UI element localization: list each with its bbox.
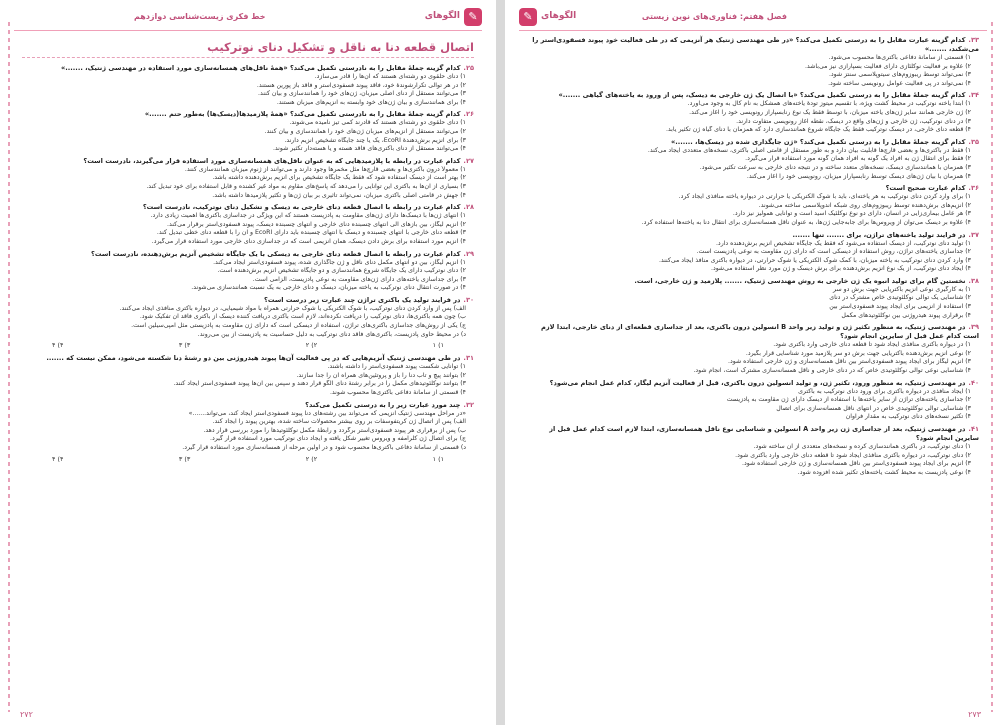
question-number: ۳۲.	[463, 400, 474, 409]
question-number: ۳۳.	[968, 36, 979, 44]
answer-option: ۴) همزمان با بیان ژن‌های دیسک توسط رنابسپاراز میزبان، رونویسی خود را آغاز می‌کند.	[746, 172, 971, 180]
brand-name: الگوهای	[424, 11, 460, 21]
question-item	[527, 277, 979, 320]
answer-option: ۴) قسمتی از سامانهٔ دفاعی باکتری‌ها محسوب شوند.	[329, 389, 466, 397]
question-stem	[22, 157, 474, 166]
section-title: اتصال قطعه دنا به ناقل و تشکیل دنای نوترکیب	[22, 40, 474, 58]
question-number: ۳۴.	[968, 91, 979, 100]
answer-option: ۱) فقط در باکتری‌ها و بعضی قارچ‌ها قابلیت بیان دارد و به طور مستقل از قامتی اصلی باکتری، نسخه‌های متعددی ایجاد می‌کند.	[647, 146, 971, 154]
question-number: ۲۸.	[463, 203, 474, 212]
answer-option: ج) یکی از روش‌های جداسازی باکتری‌های تراژن، استفاده از دیسکی است که دارای ژن مقاومت به پادزیستی مثل آمپی‌سیلین است.	[131, 322, 466, 330]
answer-option: د) قسمتی از سامانهٔ دفاعی باکتری‌ها محسوب شود و در اولین مرحله از همسانه‌سازی مورد استفاده قرار گیرد.	[182, 444, 466, 451]
question-text: در مهندسی ژنتیک، به منظور تکثیر ژن و تولید زیر واحد B انسولین درون باکتری، بعد از جداسازی قطعه‌ای از دنای خارجی، ابتدا لازم است کدام عمل قبل از سایرین انجام شود؟	[541, 323, 979, 341]
question-text: در مهندسی ژنتیک، بعد از جداسازی ژن زیر واحد A انسولین و شناسایی نوع ناقل همسانه‌سازی، ابتدا لازم است کدام عمل قبل از سایرین انجام شود؟	[549, 425, 979, 442]
question-number: ۳۶.	[968, 184, 979, 193]
question-stem	[527, 425, 979, 443]
question-number: ۳۱.	[463, 354, 474, 363]
answer-option: ۲) جداسازی یاخته‌های تراژن از سایر یاخته‌ها با استفاده از دیسک دارای ژن مقاومت به پادزیست	[726, 396, 971, 404]
answer-option: ۳) بتوانند نوکلئوتیدهای مکمل را در برابر رشتهٔ دنای الگو قرار دهند و سپس بین آن‌ها پیوند فسفودی‌استر ایجاد کنند.	[173, 380, 466, 388]
answer-option: ۳) نمی‌تواند توسط ریبوزوم‌های سیتوپلاسمی سنتز شود.	[828, 71, 971, 79]
answer-option: ۱) دنای حلقوی دو رشته‌ای هستند که قادرند کمی تیز نامیده می‌شوند.	[289, 119, 466, 127]
answer-option: ۳) همزمان با همانندسازی دیسک، نسخه‌های متعدد ساخته و در نتیجه دنای خارجی به سرعت تکثیر می‌شود.	[699, 163, 971, 171]
question-item	[527, 91, 979, 134]
answer-option: ۲) جداسازی یاخته‌های تراژن، روش استفاده از دیسکی است که دارای ژن مقاومت به نوعی پادزیست است.	[696, 248, 971, 256]
running-head: فصل هفتم: فناوری‌های نوین زیستی	[641, 12, 787, 21]
answer-option: ۳) قطعه دنای خارجی با انتهای چسبنده و دیسک با انتهای چسبنده باید دارای EcoRI و آن را با قطعه دنای خطی تبدیل کند.	[156, 229, 466, 237]
answer-option: ۱) توانایی شکست پیوند فسفودی‌استر را داشته باشند.	[327, 363, 466, 371]
answer-option: ۴) در صورت انتقال دنای نوترکیب به یاخته میزبان، دیسک و دنای خارجی به یک نسبت همانندسازی می‌شوند.	[191, 284, 466, 292]
question-item	[527, 184, 979, 227]
answer-option: د) در محیط حاوی پادزیست، باکتری‌های فاقد دنای نوترکیب به دلیل حساسیت به پادزیست از بین می‌روند.	[197, 330, 466, 338]
question-number: ۳۸.	[968, 276, 979, 285]
answer-choice: ۴) ۴	[52, 454, 64, 463]
page-content	[22, 36, 474, 701]
question-stem	[527, 231, 979, 240]
question-stem	[22, 110, 474, 119]
question-number: ۳۷.	[968, 230, 979, 239]
answer-option: ۴) شناسایی نوعی توالی نوکلئوتیدی خاص که در دنای خارجی و ناقل همسانه‌سازی مشترک است، انجام شود.	[693, 367, 971, 375]
answer-option: ۴) جهش در قامتی اصلی باکتری میزبان، نمی‌تواند تأثیری بر بیان ژن‌ها و تکثیر پلازمیدها داشته باشد.	[212, 191, 466, 199]
answer-option: ۱) ابتدا یاخته نوترکیب در محیط کشت ویژه، با تقسیم میتوز تودهٔ یاخته‌های همشکل به نام کال به وجود می‌آورد.	[687, 100, 971, 108]
question-item	[22, 296, 474, 351]
question-stem	[527, 138, 979, 147]
question-text: چند مورد عبارت زیر را به درستی تکمیل می‌کند؟	[305, 400, 461, 409]
answer-choice: ۳) ۳	[178, 341, 191, 350]
answer-option: ۱) تولید دنای نوترکیب، از دیسک استفاده می‌شود که فقط یک جایگاه تشخیص آنزیم برش‌دهنده دارد.	[715, 239, 971, 247]
question-item	[527, 425, 979, 477]
publisher-logo-icon: ✎	[464, 8, 482, 26]
answer-option: ۳) آنزیم لیگاز برای ایجاد پیوند فسفودی‌استر بین ناقل همسانه‌سازی و ژن خارجی استفاده شود.	[728, 358, 971, 366]
question-text: در فرایند تولید یاخته‌های تراژن، برای ....... تنها .......	[792, 230, 966, 239]
brand-name: الگوهای	[541, 11, 577, 21]
answer-choice-row	[22, 339, 474, 351]
question-item	[22, 203, 474, 246]
answer-option: ۳) برای جداسازی یاخته‌های دارای ژن‌های مقاومت به نوعی پادزیست، الزامی است.	[252, 275, 466, 283]
question-number: ۲۹.	[463, 249, 474, 258]
question-number: ۳۹.	[968, 323, 979, 332]
question-text: کدام گزینه عبارت مقابل را به درستی تکمیل می‌کند؟ «در طی مهندسی ژنتیک هر آنزیمی که در طی فعالیت خود پیوند فسفودی‌استر را می‌شکند، .......»	[532, 36, 979, 53]
question-item	[22, 354, 474, 397]
question-stem	[22, 354, 474, 363]
answer-option: ۳) آنزیم برای ایجاد پیوند فسفودی‌استر بین ناقل همسانه‌سازی و ژن خارجی استفاده شود.	[742, 460, 971, 468]
answer-option: ۱) برای وارد کردن دنای نوترکیب به هر یاخته‌ای، باید با شوک الکتریکی یا حرارتی در دیواره یاخته منافذی ایجاد کرد.	[678, 193, 971, 201]
answer-choice: ۲) ۲	[305, 454, 318, 463]
question-text: کدام عبارت صحیح است؟	[885, 184, 966, 193]
answer-option: ۴) ایجاد دنای نوترکیب، از یک نوع آنزیم برش‌دهنده برای برش دیسک و ژن مورد نظر استفاده می‌شود.	[710, 265, 971, 273]
answer-option: ۳) استفاده از آنزیمی برای ایجاد پیوند فسفودی‌استر بین	[829, 303, 971, 311]
answer-option: ۲) شناسایی یک توالی نوکلئوتیدی خاص مشترک در دنای	[829, 294, 971, 302]
answer-choice: ۱) ۱	[432, 454, 444, 463]
answer-option: ۲) دنای نوترکیب دارای یک جایگاه شروع همانندسازی و دو جایگاه تشخیص آنزیم برش‌دهنده است.	[217, 267, 466, 275]
question-text: کدام گزینه جملهٔ مقابل را به درستی تکمیل می‌کند؟ «با اتصال یک ژن خارجی به دیسک، پس از ورود به یاخته‌های گیاهی .......»	[558, 91, 966, 100]
question-number: ۲۵.	[463, 64, 474, 72]
question-item	[527, 36, 979, 88]
answer-choice: ۴) ۴	[52, 341, 64, 350]
question-text: در طی مهندسی ژنتیک آنزیم‌هایی که در پی فعالیت آن‌ها پیوند هیدروژنی بین دو رشتهٔ دنا شکسته می‌شود، ممکن نیست که .......	[46, 354, 461, 363]
question-item	[22, 110, 474, 153]
answer-option: ۱) آنزیم لیگاز، بین دو انتهای مکمل دنای ناقل و ژن جاگذاری شده، پیوند فسفودی‌استر ایجاد می‌کند.	[213, 258, 466, 266]
answer-option: «در مراحل مهندسی ژنتیک آنزیمی که می‌تواند بین رشته‌های دنا پیوند فسفودی‌استر ایجاد کند، می‌تواند.......»	[188, 409, 466, 417]
question-item	[527, 323, 979, 375]
question-stem	[22, 250, 474, 259]
answer-option: ۴) نوعی پادزیست به محیط کشت یاخته‌های تکثیر شده افزوده شود.	[797, 468, 971, 476]
question-number: ۴۱.	[968, 425, 979, 433]
page-right	[505, 0, 1001, 725]
question-text: در مهندسی ژنتیک، به منظور ورود، تکثیر ژن، و تولید انسولین درون باکتری، قبل از فعالیت آنزیم لیگاز، کدام عمل انجام می‌شود؟	[549, 378, 966, 387]
answer-option: ۲) ژن خارجی همانند سایر ژن‌های یاخته میزبان، با توسط فقط یک نوع رنابسپاراز رونویسی خود را آغاز می‌کند.	[689, 108, 971, 116]
question-text: کدام گزینه جملهٔ مقابل را به نادرستی تکمیل می‌کند؟ «همهٔ پلازمیدها(دیسک‌ها) به‌طور حتم .......»	[144, 110, 461, 119]
answer-option: ۴) علاوه بر دیسک می‌توان از ویروس‌ها برای جابه‌جایی ژن‌ها، به عنوان ناقل همسانه‌سازی برای انتقال دنا به یاخته‌ها استفاده کرد.	[641, 218, 971, 226]
answer-option: ۲) در هر توالی تکرارشوندهٔ خود، فاقد پیوند فسفودی‌استر و فاقد باز پورین هستند.	[256, 81, 466, 89]
question-stem	[527, 323, 979, 341]
page-number: ۲۷۳	[968, 710, 981, 719]
page-edge-stripe	[991, 22, 993, 712]
question-stem	[22, 64, 474, 73]
question-stem	[527, 184, 979, 193]
question-stem	[22, 296, 474, 305]
answer-option: ب) چون همه باکتری‌ها، دنای نوترکیب را دریافت نکرده‌اند، لازم است باکتری دریافت کننده دیسک از باکتری فاقد آن تفکیک شود.	[139, 313, 466, 321]
page-header	[519, 8, 987, 31]
answer-option: ج) برای اتصال ژن کلرامفه و ویروس تغییر شکل یافته و ایجاد دنای نوترکیب مورد استفاده قرار گیرد.	[210, 435, 466, 443]
question-item	[527, 231, 979, 274]
page-edge-stripe	[8, 22, 10, 712]
answer-option: ۴) تکثیر نسخه‌های دنای نوترکیب به مقدار فراوان	[845, 413, 971, 421]
question-item	[527, 379, 979, 422]
question-number: ۳۰.	[463, 295, 474, 304]
answer-option: ۳) شناسایی توالی نوکلئوتیدی خاص در انتهای ناقل همسانه‌سازی برای اتصال	[776, 404, 971, 412]
question-number: ۳۵.	[968, 137, 979, 146]
answer-option: ۱) ایجاد منافذی در دیواره باکتری برای ورود دنای نوترکیب به باکتری	[798, 387, 971, 395]
answer-option: ۲) علاوه بر فعالیت نوکلئازی دارای فعالیت بسپارازی نیز می‌باشد.	[804, 62, 971, 70]
question-stem	[527, 277, 979, 286]
answer-option: ۴) نمی‌تواند در پی فعالیت عوامل رونویسی ساخته شود.	[828, 79, 971, 87]
answer-option: ۳) برای آنزیم برش‌دهندهٔ EcoRI، یک یا چند جایگاه تشخیص آنزیم دارند.	[284, 136, 466, 144]
answer-option: الف) پس از اتصال ژن کریتفوسفات بر روی بیشتر محصولات ساخته شده، بهترین پیوند را ایجاد کند.	[212, 418, 466, 426]
answer-option: ۱) دنای حلقوی دو رشته‌ای هستند که آن‌ها را قادر می‌سازد.	[314, 73, 466, 80]
answer-option: ۳) بسیاری از آن‌ها به باکتری این توانایی را می‌دهد که پاسخ‌های مقاوم به مواد غیر کشنده و قابل استفاده برای خود تبدیل کند.	[146, 182, 466, 190]
page-content	[527, 36, 979, 701]
question-stem	[22, 401, 474, 410]
answer-option: ب) پس از برقراری هر پیوند فسفودی‌استر برگردد و رابطهٔ مکمل نوکلئوتیدها را مورد بررسی قرار دهد.	[203, 426, 466, 434]
answer-option: ۱) قسمتی از سامانهٔ دفاعی باکتری‌ها محسوب می‌شود.	[828, 54, 971, 61]
question-number: ۲۶.	[463, 110, 474, 119]
answer-option: ۳) وارد کردن دنای نوترکیب به یاخته میزبان، با کمک شوک الکتریکی یا شوک حرارتی، در دیواره باکتری منافذ ایجاد می‌کنند.	[658, 256, 971, 264]
answer-option: ۴) برقراری پیوند هیدروژنی بین نوکلئوتیدهای مکمل	[841, 311, 971, 319]
answer-option: ۲) آنزیم لیگاز، بین بازهای آلی انتهای چسبنده دنای خارجی و انتهای چسبنده دیسک، پیوند فسفودی‌استر برقرار می‌کند.	[167, 220, 466, 228]
running-head: خط فکری زیست‌شناسی دوازدهم	[134, 12, 266, 21]
question-stem	[527, 379, 979, 388]
question-text: کدام گزینه جملهٔ مقابل را به درستی تکمیل می‌کند؟ «ژن جایگذاری شده در دیسک‌ها، .......»	[670, 137, 966, 146]
answer-option: ۱) در دیواره باکتری منافذی ایجاد شود تا قطعه دنای خارجی وارد باکتری شود.	[773, 341, 971, 349]
answer-option: ۲) دنای نوترکیب، در دیواره باکتری منافذی ایجاد شود تا قطعه دنای خارجی وارد باکتری شود.	[735, 451, 971, 459]
page-header	[14, 8, 482, 31]
question-item	[22, 64, 474, 107]
question-text: کدام عبارت در رابطه با اتصال قطعه دنای خارجی به دیسکی با یک جایگاه تشخیص آنزیم برش‌دهنده، نادرست است؟	[91, 249, 461, 258]
answer-option: ۱) دنای نوترکیب، در باکتری همانندسازی کرده و نسخه‌های متعددی از آن ساخته شود.	[753, 443, 971, 450]
question-item	[22, 157, 474, 200]
answer-option: ۱) معمولاً درون باکتری‌ها و بعضی قارچ‌ها مثل مخمرها وجود دارند و می‌توانند از ژنوم میزبان همانندسازی کنند.	[184, 165, 466, 173]
answer-option: الف) پس از وارد کردن دنای نوترکیب، با شوک الکتریکی یا شوک حرارتی همراه با مواد شیمیایی، در دیواره باکتری منافذی ایجاد می‌کنند.	[119, 304, 466, 312]
answer-option: ۲) بهتر است از دیسک استفاده شود که فقط یک جایگاه تشخیص برای آنزیم برش‌دهنده داشته باشد.	[212, 174, 466, 182]
answer-option: ۲) می‌توانند مستقل از آنزیم‌های میزبان ژن‌های خود را همانندسازی و بیان کنند.	[264, 127, 466, 135]
answer-option: ۴) می‌توانند مستقل از دنای باکتری‌های فاقد هسته و یا هسته‌دار تکثیر شوند.	[272, 145, 466, 153]
page-left	[0, 0, 496, 725]
question-text: کدام عبارت در رابطه با اتصال قطعه دنای خارجی به دیسک و تشکیل دنای نوترکیب، نادرست است؟	[142, 203, 461, 212]
question-item	[22, 401, 474, 465]
answer-option: ۱) به کارگیری نوعی آنزیم باکتریایی جهت برش دو سر	[833, 285, 971, 293]
answer-option: ۴) برای همانندسازی و بیان ژن‌های خود وابسته به آنزیم‌های میزبان هستند.	[276, 98, 466, 106]
question-stem	[527, 91, 979, 100]
answer-option: ۳) می‌توانند مستقل از دنای اصلی میزبان، ژن‌های خود را همانندسازی و بیان کنند.	[258, 90, 466, 98]
answer-option: ۲) فقط برای انتقال ژن به افراد یک گونه به افراد همان گونه مورد استفاده قرار می‌گیرد.	[745, 155, 971, 163]
question-stem	[527, 36, 979, 54]
question-text: کدام گزینه جملهٔ مقابل را به نادرستی تکمیل می‌کند؟ «همهٔ ناقل‌های همسانه‌سازی مورد استفاده در مهندسی ژنتیک، .......»	[61, 64, 461, 72]
question-stem	[22, 203, 474, 212]
answer-option: ۲) بتوانند پیچ و تاب دنا را باز و پروتئین‌های همراه آن را جدا سازند.	[296, 371, 466, 379]
answer-option: ۲) آنزیم‌های برش‌دهنده توسط ریبوزوم‌های روی شبکه آندوپلاسمی ساخته می‌شوند.	[758, 201, 971, 209]
question-text: در فرایند تولید یک باکتری تراژن چند عبارت زیر درست است؟	[264, 295, 461, 304]
question-text: کدام عبارت در رابطه با پلازمیدهایی که به عنوان ناقل‌های همسانه‌سازی مورد استفاده قرار می‌گیرند، نادرست است؟	[83, 156, 461, 165]
answer-choice: ۲) ۲	[305, 341, 318, 350]
answer-option: ۳) در دنای نوترکیب، ژن خارجی و ژن‌های واقع در دیسک، نقطه آغاز رونویسی متفاوت دارند.	[736, 117, 971, 125]
answer-option: ۱) انتهای ژن‌ها با دیسک‌ها دارای ژن‌های مقاومت به پادزیست هستند که این ویژگی در جداسازی باکتری‌ها اهمیت زیادی دارد.	[150, 212, 466, 220]
question-item	[22, 250, 474, 293]
book-gutter	[496, 0, 505, 725]
answer-option: ۴) قطعه دنای خارجی، در دیسک نوترکیب فقط یک جایگاه شروع همانندسازی دارد که همزمان با دنای گیاه ژن تکثیر یابد.	[665, 126, 971, 134]
question-text: نخستین گام برای تولید انبوه یک ژن خارجی به روش مهندسی ژنتیک، ....... پلازمید و ژن خارجی، است.	[634, 276, 966, 285]
page-number: ۲۷۲	[20, 710, 33, 719]
question-number: ۴۰.	[968, 378, 979, 387]
question-number: ۲۷.	[463, 156, 474, 165]
publisher-logo-icon: ✎	[519, 8, 537, 26]
answer-choice-row	[22, 453, 474, 465]
answer-choice: ۳) ۳	[178, 454, 191, 463]
answer-option: ۳) هر عامل بیماری‌زایی در انسان، دارای دو نوع نوکلئیک اسید است و توانایی همولیز نیز دارد.	[732, 210, 971, 218]
answer-option: ۴) آنزیم مورد استفاده برای برش دادن دیسک، همان آنزیمی است که در جداسازی دنای خارجی مورد استفاده قرار می‌گیرد.	[151, 237, 466, 245]
question-item	[527, 138, 979, 181]
answer-option: ۲) نوعی آنزیم برش‌دهنده باکتریایی جهت برش دو سر پلازمید مورد شناسایی قرار بگیرد.	[745, 349, 971, 357]
answer-choice: ۱) ۱	[432, 341, 444, 350]
